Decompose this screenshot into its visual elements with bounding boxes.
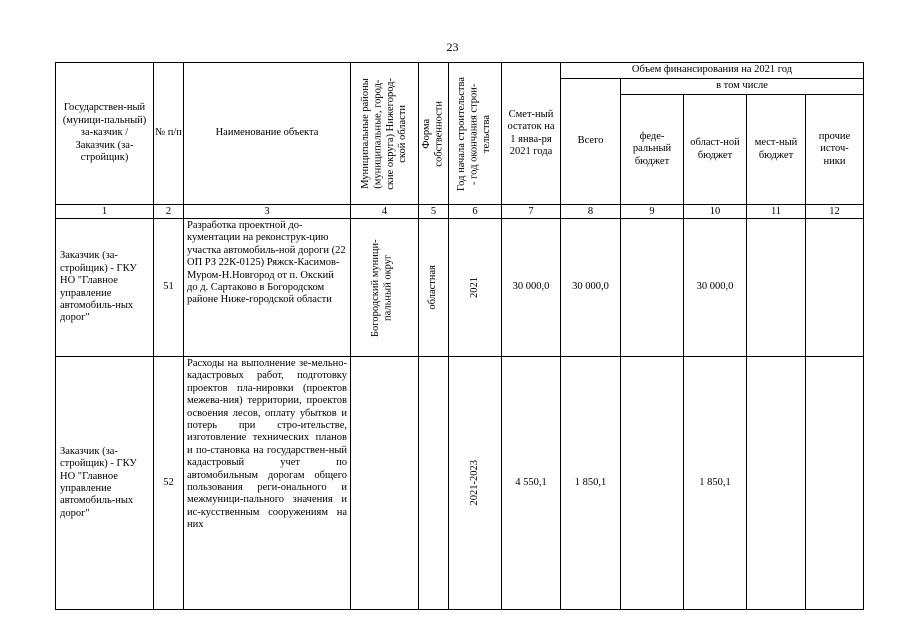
header-total: Всего — [561, 79, 621, 205]
header-number: № п/п — [154, 63, 184, 205]
column-number: 7 — [502, 205, 561, 219]
row-years-text: 2021-2023 — [468, 460, 480, 506]
column-number: 12 — [806, 205, 864, 219]
row-district-text: Богородский муници-пальный округ — [369, 238, 393, 337]
header-years-text: Год начала строительства - год окончания строи- тельства — [456, 76, 493, 191]
row-total: 1 850,1 — [561, 357, 621, 610]
column-number: 1 — [56, 205, 154, 219]
header-estimate: Смет-ный остаток на 1 янва-ря 2021 года — [502, 63, 561, 205]
header-regional: област-ной бюджет — [684, 95, 747, 205]
row-local — [747, 357, 806, 610]
row-years — [449, 219, 502, 357]
column-number: 9 — [621, 205, 684, 219]
row-object: Расходы на выполнение зе-мельно-кадастровых работ, подготовку проектов пла-нировки (проектов межева-ния) территории, проектов освоения лесов, оплату убытков и потерь при стро-ительстве, изготовление технических планов и по-становка на государствен-ный кадастровый учет по автомобильным дорогам общего пользования реги-онального и межмуници-пального значения и ис-кусственным сооружениям на них — [184, 357, 351, 610]
header-districts-text: Муниципальные районы (муниципальные, город- ские округа) Нижегород- ской области — [359, 77, 408, 190]
header-other: прочие источ-ники — [806, 95, 864, 205]
row-other — [806, 219, 864, 357]
table-row — [56, 219, 864, 357]
header-districts — [351, 63, 419, 205]
column-number-row — [56, 205, 864, 219]
column-number: 5 — [419, 205, 449, 219]
row-district — [351, 357, 419, 610]
row-estimate: 30 000,0 — [502, 219, 561, 357]
column-number: 10 — [684, 205, 747, 219]
row-ownership — [419, 357, 449, 610]
row-ownership-text: областная — [427, 265, 439, 310]
row-regional: 30 000,0 — [684, 219, 747, 357]
row-federal — [621, 219, 684, 357]
header-years — [449, 63, 502, 205]
column-number: 11 — [747, 205, 806, 219]
row-other — [806, 357, 864, 610]
header-ownership-text: Форма собственности — [421, 100, 445, 167]
column-number: 6 — [449, 205, 502, 219]
table-row — [56, 357, 864, 610]
row-years — [449, 357, 502, 610]
column-number: 2 — [154, 205, 184, 219]
header-customer: Государствен-ный (муници-пальный) за-казчик / Заказчик (за-стройщик) — [56, 63, 154, 205]
column-number: 4 — [351, 205, 419, 219]
row-customer: Заказчик (за-стройщик) - ГКУ НО "Главное управление автомобиль-ных дорог" — [56, 219, 154, 357]
header-object-name: Наименование объекта — [184, 63, 351, 205]
row-years-text: 2021 — [468, 277, 480, 298]
financing-table — [55, 62, 864, 610]
row-district — [351, 219, 419, 357]
header-federal: феде-ральный бюджет — [621, 95, 684, 205]
column-number: 8 — [561, 205, 621, 219]
header-funding-group: Объем финансирования на 2021 год — [561, 63, 864, 79]
header-including: в том числе — [621, 79, 864, 95]
row-object: Разработка проектной до-кументации на реконструк-цию участка автомобиль-ной дороги (22 ОП РЗ 22К-0125) Ряжск-Касимов-Муром-Н.Новгород от п. Окский до д. Сартаково в Богородском районе Ниже-городской области — [184, 219, 351, 357]
header-local: мест-ный бюджет — [747, 95, 806, 205]
row-customer: Заказчик (за-стройщик) - ГКУ НО "Главное управление автомобиль-ных дорог" — [56, 357, 154, 610]
row-ownership — [419, 219, 449, 357]
header-ownership — [419, 63, 449, 205]
row-number: 52 — [154, 357, 184, 610]
row-regional: 1 850,1 — [684, 357, 747, 610]
row-total: 30 000,0 — [561, 219, 621, 357]
column-number: 3 — [184, 205, 351, 219]
page-number: 23 — [446, 40, 459, 54]
row-local — [747, 219, 806, 357]
row-number: 51 — [154, 219, 184, 357]
row-estimate: 4 550,1 — [502, 357, 561, 610]
row-federal — [621, 357, 684, 610]
